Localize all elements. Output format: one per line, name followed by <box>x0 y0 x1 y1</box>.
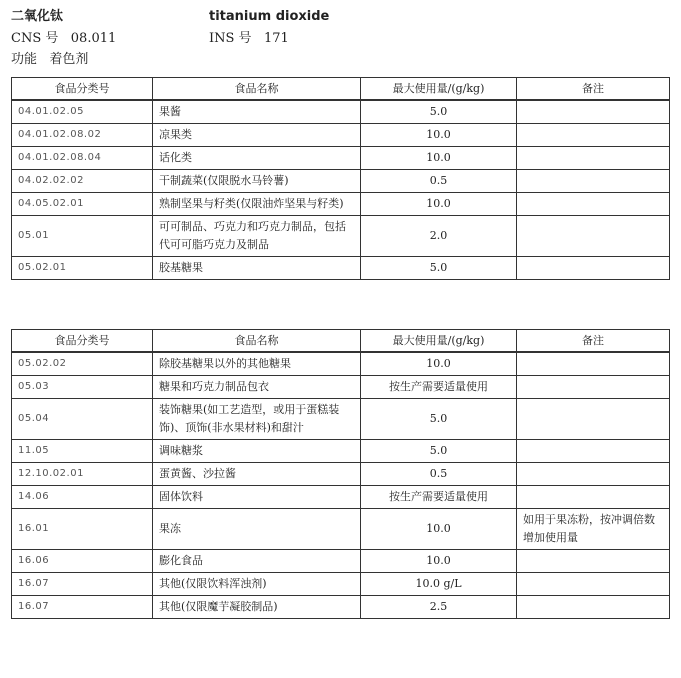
cell-category-code: 16.01 <box>12 509 153 550</box>
cell-food-name: 胶基糖果 <box>153 257 361 280</box>
cell-food-name: 凉果类 <box>153 124 361 147</box>
cell-max-usage: 按生产需要适量使用 <box>361 486 517 509</box>
cell-note <box>517 440 670 463</box>
table-row <box>12 257 670 280</box>
table-row <box>12 550 670 573</box>
table-header-row <box>12 330 670 353</box>
cell-category-code: 16.06 <box>12 550 153 573</box>
cell-category-code: 04.05.02.01 <box>12 193 153 216</box>
cell-note <box>517 352 670 376</box>
table-row <box>12 463 670 486</box>
cell-note <box>517 193 670 216</box>
cell-note <box>517 596 670 619</box>
table-row <box>12 124 670 147</box>
cell-food-name: 可可制品、巧克力和巧克力制品，包括代可可脂巧克力及制品 <box>153 216 361 257</box>
ins-label: INS 号 <box>209 31 252 46</box>
cell-food-name: 除胶基糖果以外的其他糖果 <box>153 352 361 376</box>
col-header-usage: 最大使用量/(g/kg) <box>361 330 517 353</box>
additive-cn-name: 二氧化钛 <box>11 9 64 24</box>
table-row <box>12 170 670 193</box>
table-row <box>12 193 670 216</box>
cell-note <box>517 463 670 486</box>
cell-category-code: 04.01.02.08.04 <box>12 147 153 170</box>
cell-max-usage: 按生产需要适量使用 <box>361 376 517 399</box>
cell-category-code: 04.01.02.08.02 <box>12 124 153 147</box>
cell-category-code: 05.03 <box>12 376 153 399</box>
table-row <box>12 486 670 509</box>
col-header-code: 食品分类号 <box>12 330 153 353</box>
col-header-code: 食品分类号 <box>12 78 153 101</box>
cell-category-code: 16.07 <box>12 596 153 619</box>
table-row <box>12 399 670 440</box>
col-header-note: 备注 <box>517 330 670 353</box>
cell-max-usage: 10.0 <box>361 352 517 376</box>
table-row <box>12 573 670 596</box>
cell-food-name: 蛋黄酱、沙拉酱 <box>153 463 361 486</box>
cell-category-code: 05.02.02 <box>12 352 153 376</box>
table-row <box>12 440 670 463</box>
cell-note <box>517 147 670 170</box>
cell-food-name: 干制蔬菜(仅限脱水马铃薯) <box>153 170 361 193</box>
cell-category-code: 05.02.01 <box>12 257 153 280</box>
cell-max-usage: 10.0 <box>361 550 517 573</box>
cell-food-name: 调味糖浆 <box>153 440 361 463</box>
usage-table-1 <box>11 77 670 280</box>
cell-max-usage: 0.5 <box>361 170 517 193</box>
cell-food-name: 膨化食品 <box>153 550 361 573</box>
function-value: 着色剂 <box>49 52 89 67</box>
function-line <box>11 52 88 68</box>
table-row <box>12 376 670 399</box>
cell-category-code: 05.04 <box>12 399 153 440</box>
ins-number <box>209 31 289 47</box>
cell-max-usage: 2.0 <box>361 216 517 257</box>
cell-food-name: 果酱 <box>153 100 361 124</box>
cell-max-usage: 5.0 <box>361 100 517 124</box>
table-row <box>12 147 670 170</box>
cell-food-name: 其他(仅限魔芋凝胶制品) <box>153 596 361 619</box>
cell-note <box>517 257 670 280</box>
cell-food-name: 装饰糖果(如工艺造型，或用于蛋糕装饰)、顶饰(非水果材料)和甜汁 <box>153 399 361 440</box>
cell-food-name: 熟制坚果与籽类(仅限油炸坚果与籽类) <box>153 193 361 216</box>
cell-category-code: 11.05 <box>12 440 153 463</box>
cell-note <box>517 573 670 596</box>
additive-en-name: titanium dioxide <box>209 9 330 24</box>
table-row <box>12 100 670 124</box>
cell-food-name: 话化类 <box>153 147 361 170</box>
cell-note <box>517 170 670 193</box>
cell-food-name: 糖果和巧克力制品包衣 <box>153 376 361 399</box>
cns-value: 08.011 <box>70 31 117 46</box>
function-label: 功能 <box>11 52 38 67</box>
cell-category-code: 12.10.02.01 <box>12 463 153 486</box>
cell-note <box>517 376 670 399</box>
table-row <box>12 352 670 376</box>
cell-note <box>517 486 670 509</box>
cns-number <box>11 31 116 47</box>
cell-max-usage: 2.5 <box>361 596 517 619</box>
cell-note <box>517 399 670 440</box>
cell-food-name: 果冻 <box>153 509 361 550</box>
cell-max-usage: 10.0 g/L <box>361 573 517 596</box>
col-header-name: 食品名称 <box>153 78 361 101</box>
cell-note <box>517 100 670 124</box>
cell-note <box>517 550 670 573</box>
cell-note: 如用于果冻粉，按冲调倍数增加使用量 <box>517 509 670 550</box>
cell-category-code: 04.02.02.02 <box>12 170 153 193</box>
cell-max-usage: 10.0 <box>361 147 517 170</box>
cell-max-usage: 10.0 <box>361 509 517 550</box>
col-header-name: 食品名称 <box>153 330 361 353</box>
cell-max-usage: 0.5 <box>361 463 517 486</box>
col-header-usage: 最大使用量/(g/kg) <box>361 78 517 101</box>
cell-category-code: 04.01.02.05 <box>12 100 153 124</box>
cell-category-code: 05.01 <box>12 216 153 257</box>
cell-max-usage: 5.0 <box>361 399 517 440</box>
cell-max-usage: 5.0 <box>361 440 517 463</box>
table-row <box>12 596 670 619</box>
table-row <box>12 509 670 550</box>
cell-note <box>517 124 670 147</box>
cns-label: CNS 号 <box>11 31 59 46</box>
col-header-note: 备注 <box>517 78 670 101</box>
usage-table-2 <box>11 329 670 619</box>
cell-food-name: 其他(仅限饮料浑浊剂) <box>153 573 361 596</box>
cell-note <box>517 216 670 257</box>
cell-max-usage: 10.0 <box>361 124 517 147</box>
ins-value: 171 <box>263 31 289 46</box>
cell-category-code: 16.07 <box>12 573 153 596</box>
cell-max-usage: 10.0 <box>361 193 517 216</box>
table-header-row <box>12 78 670 101</box>
cell-max-usage: 5.0 <box>361 257 517 280</box>
cell-food-name: 固体饮料 <box>153 486 361 509</box>
cell-category-code: 14.06 <box>12 486 153 509</box>
table-row <box>12 216 670 257</box>
